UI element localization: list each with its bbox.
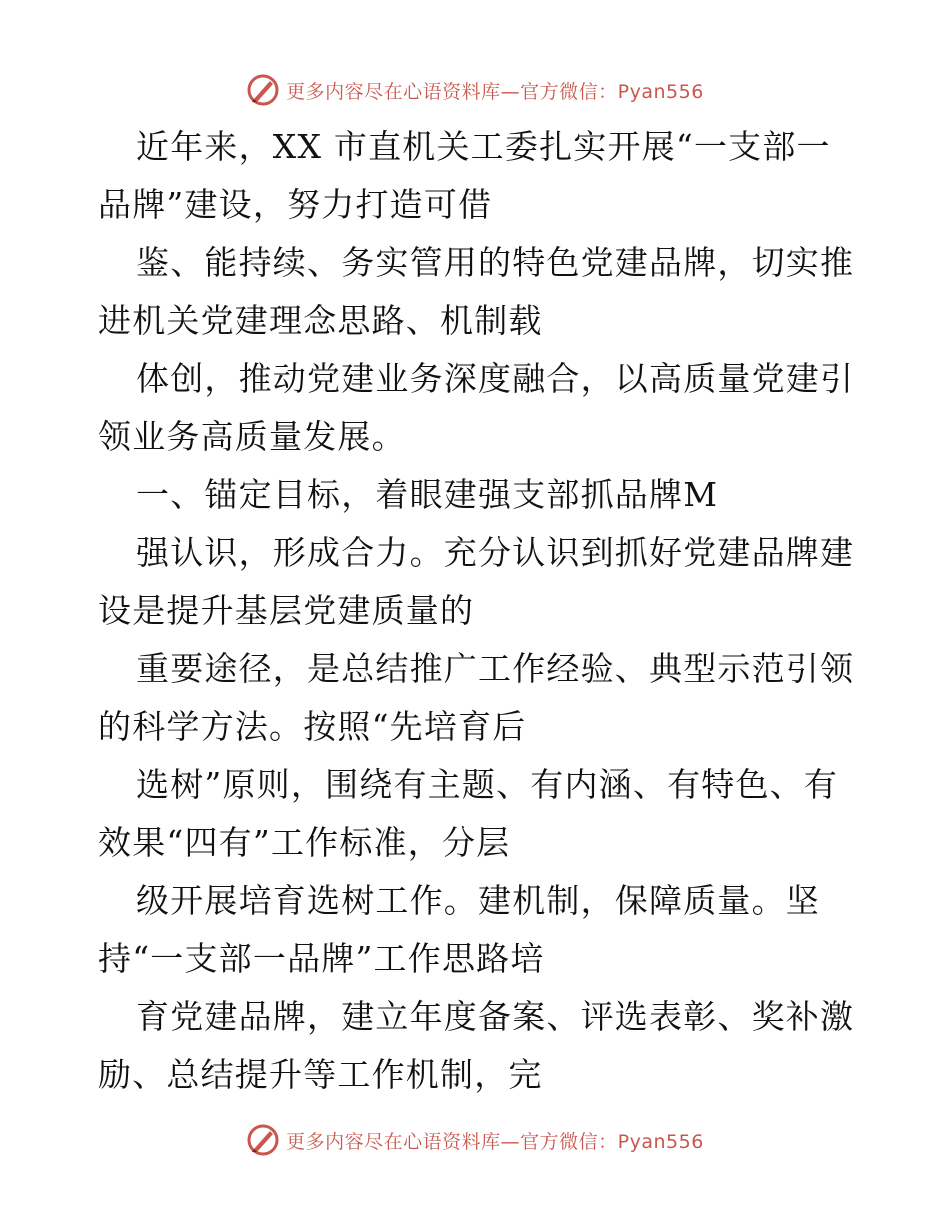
body-line: 持“一支部一品牌”工作思路培 xyxy=(98,939,545,978)
body-line: 近年来，XX 市直机关工委扎实开展“一支部一 xyxy=(136,127,831,166)
body-line: 进机关党建理念思路、机制载 xyxy=(98,301,543,340)
header-banner xyxy=(0,70,950,110)
body-line: 育党建品牌，建立年度备案、评选表彰、奖补激 xyxy=(136,997,855,1036)
body-line: 品牌”建设，努力打造可借 xyxy=(98,185,493,224)
footer-banner-text: 更多内容尽在心语资料库—官方微信：Pyan556 xyxy=(286,1130,704,1153)
section-heading: 一、锚定目标，着眼建强支部抓品牌M xyxy=(136,475,719,514)
body-line: 励、总结提升等工作机制，完 xyxy=(98,1055,543,1094)
body-line: 重要途径，是总结推广工作经验、典型示范引领 xyxy=(136,649,855,688)
body-line: 的科学方法。按照“先培育后 xyxy=(98,707,527,746)
footer-banner xyxy=(0,1120,950,1160)
header-banner-text: 更多内容尽在心语资料库—官方微信：Pyan556 xyxy=(286,80,704,103)
body-line: 强认识，形成合力。充分认识到抓好党建品牌建 xyxy=(136,533,855,572)
body-line: 选树”原则，围绕有主题、有内涵、有特色、有 xyxy=(136,765,839,804)
body-line: 领业务高质量发展。 xyxy=(98,417,406,456)
body-line: 体创，推动党建业务深度融合，以高质量党建引 xyxy=(136,359,855,398)
body-line: 效果“四有”工作标准，分层 xyxy=(98,823,511,862)
pen-logo-icon xyxy=(246,1123,280,1157)
body-line: 鉴、能持续、务实管用的特色党建品牌，切实推 xyxy=(136,243,855,282)
pen-logo-icon xyxy=(246,73,280,107)
body-line: 设是提升基层党建质量的 xyxy=(98,591,475,630)
body-line: 级开展培育选树工作。建机制，保障质量。坚 xyxy=(136,881,820,920)
